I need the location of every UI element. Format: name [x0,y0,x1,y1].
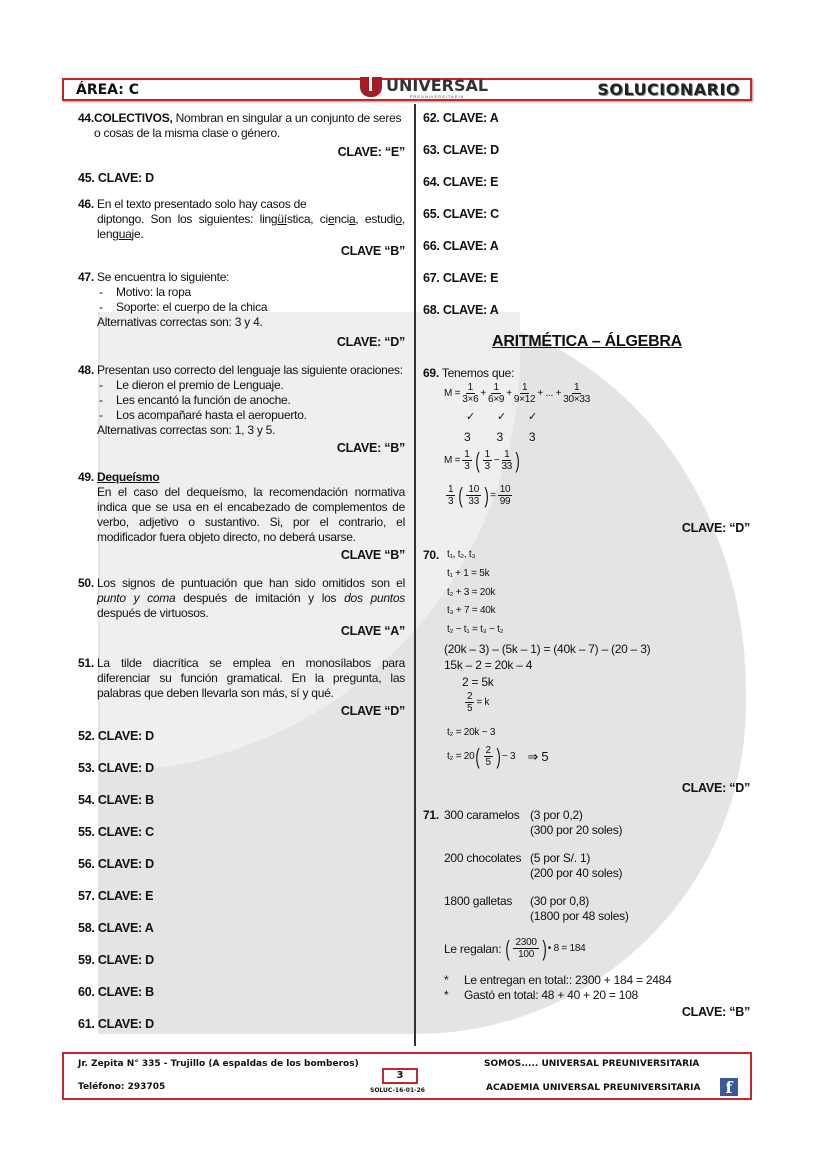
answer-65: 65. CLAVE: C [423,207,499,221]
q-num: 51. [78,656,94,670]
answer-68: 68. CLAVE: A [423,303,499,317]
page-number: 3 [382,1068,418,1084]
underlined: üí [277,212,287,226]
numerator: 1 [464,449,470,460]
k-value [463,691,489,714]
numerator: 1 [467,382,473,393]
label: Le regalan: [444,941,502,956]
address: Jr. Zepita N° 335 - Trujillo (A espaldas de los bomberos) [78,1059,359,1069]
answer-key: CLAVE: “E” [337,145,405,159]
denominator: 100 [518,949,535,960]
q-text: después de virtuosos. [97,606,209,620]
answer-59: 59. CLAVE: D [78,953,154,967]
numerator: 1 [448,484,454,495]
numerator: 10 [468,484,480,495]
answer-key: CLAVE “A” [340,624,405,638]
math: t₂ = 20 [447,751,475,762]
gift-calc: Le regalan: ( $\frac{2300}{100}$ ) • 8 = 184 [444,935,586,961]
q-text: , estudi [355,212,396,226]
q69-result: $\frac{1}{3}$ ( $\frac{10}{33}$ ) = $\frac{10}{99}$ [448,482,511,508]
answer-63: 63. CLAVE: D [423,143,499,157]
math: + ... + [537,388,562,399]
math: − 3 [501,751,516,762]
answer-key: CLAVE “D” [340,704,405,718]
question-48: 48. Presentan uso correcto del lenguaje las siguiente oraciones: - Le dieron el premio de Lenguaje. - Les encantó la función de anoche. - Los acompañaré hasta el aeropuerto. Alternativas correctas son: 1, 3 y 5. [78,363,405,438]
underlined: o [395,212,402,226]
underlined: ua [118,227,132,241]
numerator: 1 [484,449,490,460]
denominator: 99 [499,496,511,507]
facebook-icon[interactable]: f [720,1078,738,1096]
denominator: 33 [501,461,513,472]
answer-45: 45. CLAVE: D [78,171,154,185]
rate: (3 por 0,2) [530,808,583,822]
denominator: 9×12 [513,394,536,405]
t2-substitution: t₂ = 20 ( $\frac{2}{5}$ ) − 3 ⇒ 5 [447,743,549,769]
math-line: t₁ + 1 = 5k [447,568,490,579]
math-line: t₂ − t₁ = t₃ − t₂ [447,624,504,635]
math: M = [444,455,461,466]
question-47: 47. Se encuentra lo siguiente: - Motivo: la ropa - Soporte: el cuerpo de la chica Alternativas correctas son: 3 y 4. [78,270,405,330]
rate: (5 por S/. 1) [530,851,591,865]
answer-66: 66. CLAVE: A [423,239,499,253]
answer-53: 53. CLAVE: D [78,761,154,775]
q-text: Tenemos que: [441,366,515,380]
math: • 8 = 184 [547,943,586,954]
denominator: 3 [448,496,454,507]
question-69-intro [423,366,751,381]
q69-telescoping: M = $\frac{1}{3}$ ( $\frac{1}{3}$ − $\frac{1}{33}$ ) [444,447,520,473]
answer-54: 54. CLAVE: B [78,793,154,807]
total: (300 por 20 soles) [530,823,623,837]
brand-logo [360,77,488,99]
section-title: ARITMÉTICA – ÁLGEBRA [492,333,682,350]
doc-code: SOLUC-16-01-26 [370,1087,425,1094]
q-text: Presentan uso correcto del lenguaje las siguiente oraciones: [97,363,403,377]
q-num: 47. [78,270,94,284]
math: M = [444,388,461,399]
diff: 3 [496,430,503,444]
question-51 [78,656,405,701]
doc-type: SOLUCIONARIO [597,80,740,99]
answer-key: CLAVE “B” [340,548,405,562]
denominator: 5 [485,757,491,768]
question-46 [78,197,405,242]
q-text: Se encuentra lo siguiente: [97,270,230,284]
q-num: 44. [78,111,94,125]
question-44 [78,111,405,141]
item: 1800 galletas [444,894,513,908]
list-item: Motivo: la ropa [116,285,191,299]
list-item: Les encantó la función de anoche. [116,393,291,407]
q-num: 70. [423,548,439,562]
math-line: 2 = 5k [462,675,494,689]
total: (1800 por 48 soles) [530,909,629,923]
denominator: 3×6 [462,394,479,405]
numerator: 2300 [515,937,537,948]
q-italic: punto y coma [97,591,176,605]
q-num: 69. [423,366,439,380]
brand-sub: PREUNIVERSITARIA [409,94,465,99]
numerator: 2 [485,745,491,756]
denominator: 33 [468,496,480,507]
answer-58: 58. CLAVE: A [78,921,154,935]
bullet: * [444,988,449,1002]
denominator: 3 [464,461,470,472]
q-num: 48. [78,363,94,377]
answer-64: 64. CLAVE: E [423,175,499,189]
academy-name: ACADEMIA UNIVERSAL PREUNIVERSITARIA [486,1083,701,1093]
answer-key: CLAVE: “B” [336,441,405,455]
q-title: Dequeísmo [97,470,160,484]
q-text: Los signos de puntuación que han sido omitidos son el [97,576,405,590]
answer-62: 62. CLAVE: A [423,111,499,125]
numerator: 1 [521,382,528,393]
math: = k [476,697,490,708]
math-line: 15k – 2 = 20k – 4 [444,658,533,672]
check-marks: ✓ ✓ ✓ [466,411,537,423]
math: + [480,388,487,399]
answer-60: 60. CLAVE: B [78,985,154,999]
answer-key: CLAVE: “D” [681,781,750,795]
list-item: Los acompañaré hasta el aeropuerto. [116,408,307,422]
numerator: 2 [467,691,473,702]
note: Le entregan en total:: 2300 + 184 = 2484 [464,973,672,987]
note: Gastó en total: 48 + 40 + 20 = 108 [464,988,638,1002]
denominator: 3 [484,461,490,472]
differences [464,430,535,444]
math: − [493,455,500,466]
numerator: 10 [499,484,511,495]
list-item: Soporte: el cuerpo de la chica [116,300,268,314]
result: ⇒ 5 [527,748,549,764]
answer-67: 67. CLAVE: E [423,271,499,285]
q-text: nci [334,212,349,226]
answer-key: CLAVE: “B” [681,1005,750,1019]
q-num: 49. [78,470,94,484]
denominator: 6×9 [488,394,505,405]
answer-55: 55. CLAVE: C [78,825,154,839]
q-term: COLECTIVOS, [93,111,173,125]
list-item: Le dieron el premio de Lenguaje. [116,378,284,392]
phone: Teléfono: 293705 [78,1082,166,1092]
column-divider [414,104,416,1046]
question-71 [423,808,629,924]
math-line: t₃ + 7 = 40k [447,605,496,616]
rate: (30 por 0,8) [530,894,590,908]
denominator: 30×33 [563,394,591,405]
numerator: 1 [573,382,580,393]
q-num: 50. [78,576,94,590]
math-line: t₂ = 20k − 3 [447,727,496,738]
logo-shield-icon [360,77,382,97]
q-text: En el caso del dequeísmo, la recomendación normativa indica que se usa en el encabezado de complementos de verbo, adjetivo o sustantivo. Si, por el contrario, el modificador fuera objeto directo, no deberá usarse. [97,485,405,544]
math: + [506,388,512,399]
numerator: 1 [493,382,499,393]
diff: 3 [464,430,471,444]
q-text: Alternativas correctas son: 1, 3 y 5. [97,423,276,437]
q-text: En el texto presentado solo hay casos de [97,197,307,211]
q-text: diptongo. Son los siguientes: ling [97,212,278,226]
q-num: 46. [78,197,94,211]
q-text: je. [131,227,144,241]
slogan: SOMOS..... UNIVERSAL PREUNIVERSITARIA [484,1059,700,1069]
answer-key: CLAVE: “D” [681,521,750,535]
q69-sum-equation [444,382,592,405]
q-text: leng [97,227,119,241]
item: 200 chocolates [444,851,522,865]
denominator: 5 [467,703,473,714]
answer-key: CLAVE: “D” [336,335,405,349]
q-italic: dos puntos [344,591,406,605]
answer-61: 61. CLAVE: D [78,1017,154,1031]
question-50 [78,576,405,621]
page-header [62,78,752,101]
item: 300 caramelos [444,808,520,822]
underlined: e [327,212,335,226]
math-line: (20k – 3) – (5k – 1) = (40k – 7) – (20 – 3) [444,642,651,656]
brand-name: UNIVERSAL [386,76,489,95]
q-text: La tilde diacrítica se emplea en monosílabos para diferenciar su función gramatical. En la pregunta, las palabras que deben llevarla son más, sí y qué. [97,656,405,700]
total: (200 por 40 soles) [530,866,623,880]
numerator: 1 [504,449,510,460]
page-footer [62,1052,752,1100]
q-num: 71. [423,808,439,822]
bullet: * [444,973,449,987]
diff: 3 [528,430,536,444]
q-text: después de imitación y los [183,591,337,605]
answer-52: 52. CLAVE: D [78,729,154,743]
answer-56: 56. CLAVE: D [78,857,154,871]
area-label: ÁREA: C [76,82,140,98]
math-line: t₁, t₂, t₃ [447,549,476,560]
q-text: , [401,212,405,226]
q-text: Nombran en singular a un conjunto de seres o cosas de la misma clase o género. [93,111,402,140]
answer-key: CLAVE “B” [340,244,405,258]
question-49 [78,470,405,545]
math: = [490,490,496,501]
underlined: a [348,212,356,226]
q-text: Alternativas correctas son: 3 y 4. [97,315,263,329]
notes [444,973,672,1003]
answer-57: 57. CLAVE: E [78,889,154,903]
q-text: stica, ci [286,212,328,226]
math-line: t₂ + 3 = 20k [447,587,496,598]
